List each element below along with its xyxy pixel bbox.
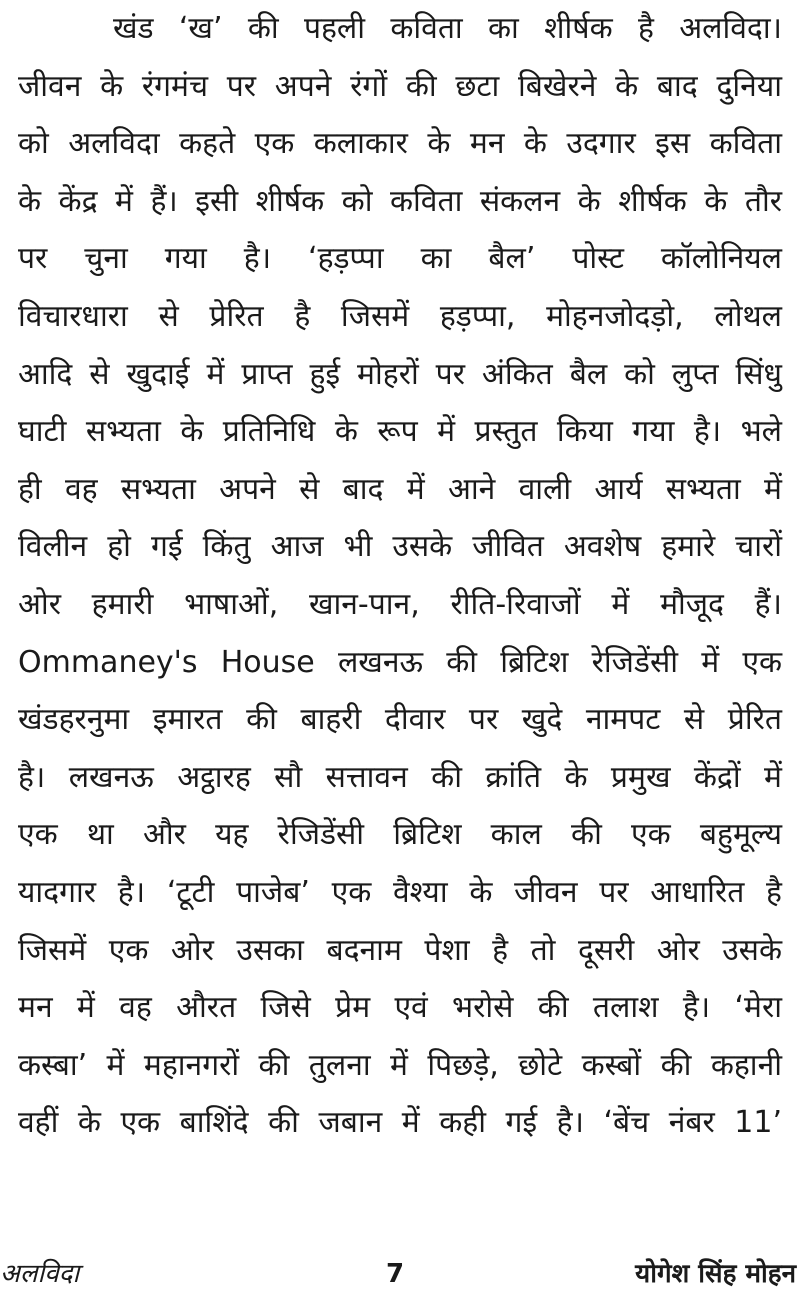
body-paragraph bbox=[18, 0, 782, 1152]
text-line: ओर हमारी भाषाओं, खान-पान, रीति-रिवाजों में मौजूद हैं। bbox=[18, 586, 782, 622]
text-line: घाटी सभ्यता के प्रतिनिधि के रूप में प्रस्तुत किया गया है। भले bbox=[18, 414, 782, 450]
text-line: यादगार है। ‘टूटी पाजेब’ एक वैश्या के जीवन पर आधारित है bbox=[18, 874, 782, 910]
text-line: को अलविदा कहते एक कलाकार के मन के उदगार इस कविता bbox=[18, 126, 782, 162]
text-line: कस्बा’ में महानगरों की तुलना में पिछड़े, छोटे कस्बों की कहानी bbox=[18, 1047, 782, 1083]
text-line: के केंद्र में हैं। इसी शीर्षक को कविता संकलन के शीर्षक के तौर bbox=[18, 183, 782, 219]
text-line: जिसमें एक ओर उसका बदनाम पेशा है तो दूसरी ओर उसके bbox=[18, 932, 782, 968]
text-line: एक था और यह रेजिडेंसी ब्रिटिश काल की एक बहुमूल्य bbox=[18, 817, 782, 853]
page-footer bbox=[0, 1256, 800, 1292]
book-title-footer: अलविदा bbox=[0, 1259, 80, 1289]
text-line: वहीं के एक बाशिंदे की जबान में कही गई है। ‘बेंच नंबर 11’ bbox=[18, 1105, 782, 1141]
text-line: है। लखनऊ अट्ठारह सौ सत्तावन की क्रांति के प्रमुख केंद्रों में bbox=[18, 759, 782, 795]
page-number: 7 bbox=[386, 1259, 405, 1289]
text-line: जीवन के रंगमंच पर अपने रंगों की छटा बिखेरने के बाद दुनिया bbox=[18, 68, 782, 104]
text-line: खंडहरनुमा इमारत की बाहरी दीवार पर खुदे नामपट से प्रेरित bbox=[18, 702, 782, 738]
text-line: विचारधारा से प्रेरित है जिसमें हड़प्पा, मोहनजोदड़ो, लोथल bbox=[18, 298, 782, 334]
text-line: विलीन हो गई किंतु आज भी उसके जीवित अवशेष हमारे चारों bbox=[18, 529, 782, 565]
text-line: आदि से खुदाई में प्राप्त हुई मोहरों पर अंकित बैल को लुप्त सिंधु bbox=[18, 356, 782, 392]
text-line: खंड ‘ख’ की पहली कविता का शीर्षक है अलविदा। bbox=[113, 11, 782, 46]
text-line: मन में वह औरत जिसे प्रेम एवं भरोसे की तलाश है। ‘मेरा bbox=[18, 990, 782, 1026]
text-line: पर चुना गया है। ‘हड़प्पा का बैल’ पोस्ट कॉलोनियल bbox=[18, 241, 782, 277]
text-line: Ommaney's House लखनऊ की ब्रिटिश रेजिडेंसी में एक bbox=[18, 644, 782, 680]
text-line: ही वह सभ्यता अपने से बाद में आने वाली आर्य सभ्यता में bbox=[18, 471, 782, 507]
author-name-footer: योगेश सिंह मोहन bbox=[635, 1259, 796, 1289]
